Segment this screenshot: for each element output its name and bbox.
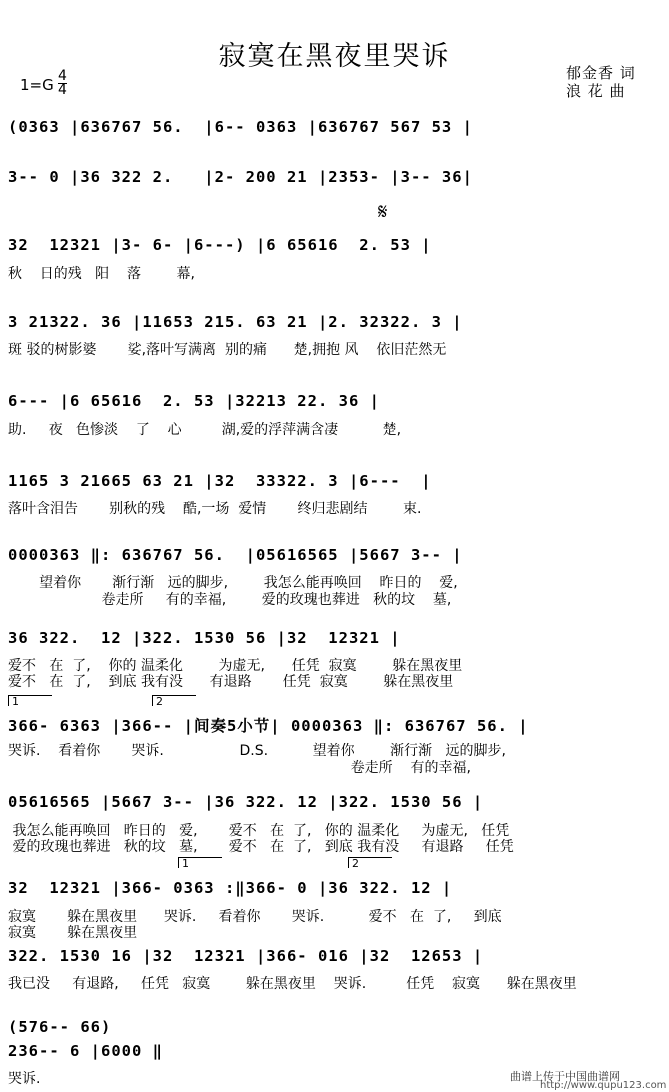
notation-line-9: 366- 6363 |366-- |间奏5小节| 0000363 ‖: 636767 56. | [8, 717, 529, 735]
segno-sign: 𝄋 [378, 200, 388, 225]
lyric-line-16: 哭诉. [8, 1071, 41, 1087]
composer-credit: 浪 花 曲 [566, 82, 626, 100]
lyric-line-14: 寂寞 躲在黑夜里 [8, 925, 138, 941]
lyric-line-1: 秋 日的残 阳 落 幕, [8, 266, 196, 282]
lyric-line-11: 我怎么能再唤回 昨日的 爱, 爱不 在 了, 你的 温柔化 为虚无, 任凭 [8, 823, 510, 839]
notation-line-6: 1165 3 21665 63 21 |32 33322. 3 |6--- | [8, 472, 432, 490]
notation-line-4: 3 21322. 36 |11653 215. 63 21 |2. 32322. 3 | [8, 313, 463, 331]
time-signature-bottom: 4 [58, 82, 67, 98]
lyric-line-5: 望着你 渐行渐 远的脚步, 我怎么能再唤回 昨日的 爱, [8, 575, 458, 591]
notation-line-14: 236-- 6 |6000 ‖ [8, 1042, 163, 1060]
notation-line-3: 32 12321 |3- 6- |6---) |6 65616 2. 53 | [8, 236, 432, 254]
volta-2: 2 [152, 695, 196, 706]
lyric-line-10: 卷走所 有的幸福, [8, 760, 471, 776]
lyric-line-13: 寂寞 躲在黑夜里 哭诉. 看着你 哭诉. 爱不 在 了, 到底 [8, 909, 502, 925]
notation-line-13: (576-- 66) [8, 1018, 112, 1036]
key-signature: 1=G [20, 76, 54, 94]
lyric-line-8: 爱不 在 了, 到底 我有没 有退路 任凭 寂寞 躲在黑夜里 [8, 674, 454, 690]
footer-watermark: 曲谱上传于中国曲谱网 [510, 1070, 620, 1083]
footer-url: http://www.qupu123.com [540, 1080, 667, 1091]
time-signature-top: 4 [58, 68, 67, 84]
lyric-line-6: 卷走所 有的幸福, 爱的玫瑰也葬进 秋的坟 墓, [8, 592, 452, 608]
notation-line-10: 05616565 |5667 3-- |36 322. 12 |322. 1530 56 | [8, 793, 484, 811]
notation-line-12: 322. 1530 16 |32 12321 |366- 016 |32 12653 | [8, 947, 484, 965]
lyric-line-12: 爱的玫瑰也葬进 秋的坟 墓, 爱不 在 了, 到底 我有没 有退路 任凭 [8, 839, 514, 855]
time-signature [58, 70, 67, 97]
notation-line-5: 6--- |6 65616 2. 53 |32213 22. 36 | [8, 392, 380, 410]
volta-1b: 1 [178, 857, 222, 868]
notation-line-7: 0000363 ‖: 636767 56. |05616565 |5667 3-- | [8, 546, 463, 564]
page-title: 寂寞在黑夜里哭诉 [218, 41, 451, 72]
notation-line-2: 3-- 0 |36 322 2. |2- 200 21 |2353- |3-- 36| [8, 168, 473, 186]
lyricist-credit: 郁金香 词 [566, 64, 636, 82]
volta-2b: 2 [348, 857, 392, 868]
lyric-line-7: 爱不 在 了, 你的 温柔化 为虚无, 任凭 寂寞 躲在黑夜里 [8, 658, 463, 674]
lyric-line-4: 落叶含泪告 别秋的残 酷,一场 爱情 终归悲剧结 束. [8, 501, 422, 517]
notation-line-1: (0363 |636767 56. |6-- 0363 |636767 567 53 | [8, 118, 473, 136]
notation-line-11: 32 12321 |366- 0363 :‖366- 0 |36 322. 12 | [8, 879, 453, 897]
lyric-line-9: 哭诉. 看着你 哭诉. D.S. 望着你 渐行渐 远的脚步, [8, 743, 506, 759]
volta-1: 1 [8, 695, 52, 706]
lyric-line-2: 斑 驳的树影婆 娑,落叶写满离 别的痛 楚,拥抱 风 依旧茫然无 [8, 342, 447, 358]
lyric-line-3: 助. 夜 色惨淡 了 心 湖,爱的浮萍满含凄 楚, [8, 422, 402, 438]
notation-line-8: 36 322. 12 |322. 1530 56 |32 12321 | [8, 629, 401, 647]
lyric-line-15: 我已没 有退路, 任凭 寂寞 躲在黑夜里 哭诉. 任凭 寂寞 躲在黑夜里 [8, 976, 577, 992]
